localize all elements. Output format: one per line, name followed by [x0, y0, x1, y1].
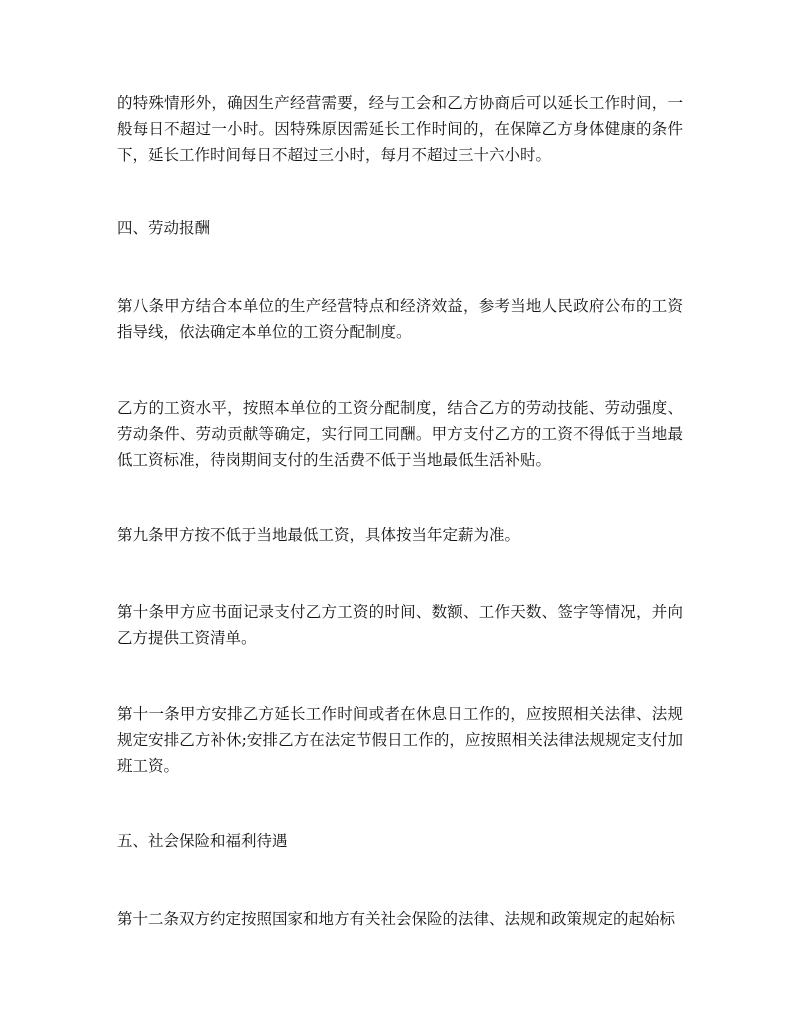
paragraph-wage-level: 乙方的工资水平，按照本单位的工资分配制度，结合乙方的劳动技能、劳动强度、劳动条件、劳动贡献等确定，实行同工同酬。甲方支付乙方的工资不得低于当地最低工资标准，待岗期间支付的生活费不低于当地最低生活补贴。: [117, 399, 683, 469]
section-heading-labor-remuneration: 四、劳动报酬: [117, 219, 211, 237]
paragraph-article-11: 第十一条甲方安排乙方延长工作时间或者在休息日工作的，应按照相关法律、法规规定安排乙方补休;安排乙方在法定节假日工作的，应按照相关法律法规规定支付加班工资。: [117, 705, 683, 775]
paragraph-article-9: 第九条甲方按不低于当地最低工资，具体按当年定薪为准。: [117, 526, 521, 544]
paragraph-article-8: 第八条甲方结合本单位的生产经营特点和经济效益，参考当地人民政府公布的工资指导线，依法确定本单位的工资分配制度。: [117, 297, 683, 341]
paragraph-article-10: 第十条甲方应书面记录支付乙方工资的时间、数额、工作天数、签字等情况，并向乙方提供工资清单。: [117, 603, 683, 647]
paragraph-working-hours-continued: 的特殊情形外，确因生产经营需要，经与工会和乙方协商后可以延长工作时间，一般每日不超过一小时。因特殊原因需延长工作时间的，在保障乙方身体健康的条件下，延长工作时间每日不超过三小时，每月不超过三十六小时。: [117, 94, 683, 164]
section-heading-social-insurance: 五、社会保险和福利待遇: [117, 832, 288, 850]
paragraph-article-12: 第十二条双方约定按照国家和地方有关社会保险的法律、法规和政策规定的起始标: [117, 910, 676, 928]
